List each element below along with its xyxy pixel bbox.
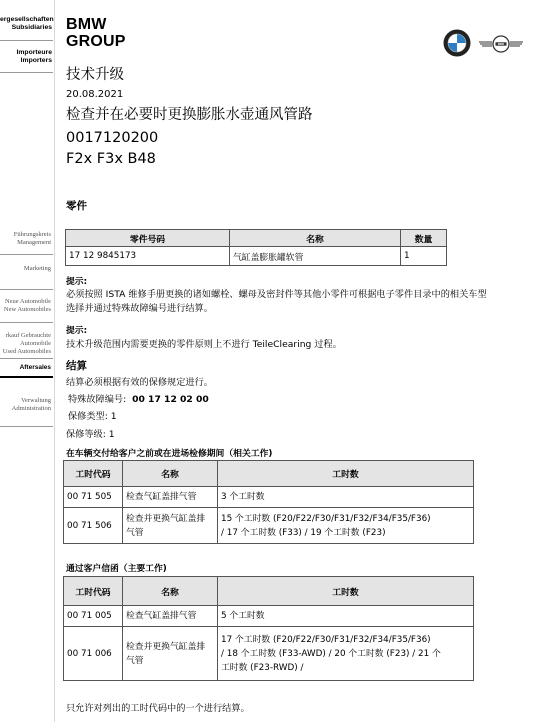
sidebar-item-used-automobiles: rkauf Gebrauchte Automobile Used Automobiles — [2, 332, 51, 355]
column-header: 零件号码 — [66, 230, 230, 247]
doc-date: 20.08.2021 — [66, 89, 124, 100]
page-title: 检查并在必要时更换膨胀水壶通风管路 — [66, 107, 313, 123]
sidebar-importers: Importeure Importers — [16, 49, 52, 64]
column-header: 名称 — [230, 230, 401, 247]
warranty-level: 保修等级: 1 — [66, 429, 115, 440]
labour2-heading: 通过客户信函（主要工作) — [66, 564, 167, 574]
column-header: 工时数 — [218, 461, 474, 487]
labour-table-2 — [63, 576, 474, 681]
sidebar-item-administration: Verwaltung Administration — [11, 397, 51, 412]
bmw-group-logo-text: BMW GROUP — [66, 16, 126, 50]
fault-number: 特殊故障编号: 00 17 12 02 00 — [68, 394, 209, 405]
mini-logo-icon — [478, 35, 524, 53]
sidebar-rule — [0, 322, 53, 323]
sidebar-rule — [0, 358, 53, 359]
table-row: 00 71 506 检查并更换气缸盖排 气管 15 个工时数 (F20/F22/F30/F31/F32/F34/F35/F36) / 17 个工时数 (F33) / 19 个工时数 (F23) — [64, 508, 474, 544]
column-header: 工时代码 — [64, 577, 123, 606]
sidebar-active-rule — [0, 376, 53, 378]
note-label: 提示: — [66, 277, 88, 287]
sidebar-divider — [54, 0, 55, 722]
column-header: 工时数 — [218, 577, 474, 606]
settlement-heading: 结算 — [66, 360, 87, 372]
sidebar-subsidiaries: ergesellschaften Subsidiaries — [0, 16, 54, 31]
column-header: 数量 — [401, 230, 447, 247]
sidebar-rule — [0, 72, 53, 73]
warranty-type: 保修类型: 1 — [68, 411, 117, 422]
table-row — [66, 247, 447, 266]
column-header: 名称 — [123, 577, 218, 606]
labour1-heading: 在车辆交付给客户之前或在进场检修期间（相关工作) — [66, 449, 273, 459]
parts-table — [65, 229, 447, 266]
table-row: 00 71 505 检查气缸盖排气管 3 个工时数 — [64, 487, 474, 508]
doc-type: 技术升级 — [66, 67, 124, 83]
part-number: 17 12 9845173 — [66, 247, 230, 266]
doc-number: 0017120200 — [66, 130, 159, 146]
part-quantity: 1 — [401, 247, 447, 266]
sidebar-rule — [0, 289, 53, 290]
table-row: 00 71 005 检查气缸盖排气管 5 个工时数 — [64, 606, 474, 627]
note-text: 技术升级范围内需要更换的零件原则上不进行 TeileClearing 过程。 — [66, 339, 342, 350]
parts-heading: 零件 — [66, 200, 87, 212]
bmw-roundel-logo-icon — [443, 29, 471, 57]
labour-table-1 — [63, 460, 474, 544]
sidebar-rule — [0, 254, 53, 255]
part-name: 气缸盖膨胀罐软管 — [230, 247, 401, 266]
note-text: 必须按照 ISTA 维修手册更换的诸如螺栓、螺母及密封件等其他小零件可根据电子零件目录中的相关车型 选择并通过特殊故障编号进行结算。 — [66, 289, 487, 314]
column-header: 工时代码 — [64, 461, 123, 487]
column-header: 名称 — [123, 461, 218, 487]
footer-note: 只允许对列出的工时代码中的一个进行结算。 — [66, 703, 250, 714]
note-label: 提示: — [66, 326, 88, 336]
sidebar-rule — [0, 426, 53, 427]
svg-text:MINI: MINI — [497, 42, 505, 47]
sidebar-item-aftersales: Aftersales — [19, 364, 51, 371]
table-row: 00 71 006 检查并更换气缸盖排 气管 17 个工时数 (F20/F22/F30/F31/F32/F34/F35/F36) / 18 个工时数 (F33-AWD) / 20 个工时数 (F23) / 21 个 工时数 (F23-RWD) / — [64, 627, 474, 681]
sidebar-item-new-automobiles: Neue Automobile New Automobiles — [3, 298, 51, 313]
sidebar-item-management: Führungskreis Management — [13, 231, 51, 246]
doc-models: F2x F3x B48 — [66, 151, 156, 167]
settlement-intro: 结算必须根据有效的保修规定进行。 — [66, 377, 213, 388]
sidebar-rule — [0, 40, 53, 41]
sidebar-item-marketing: Marketing — [23, 265, 51, 272]
